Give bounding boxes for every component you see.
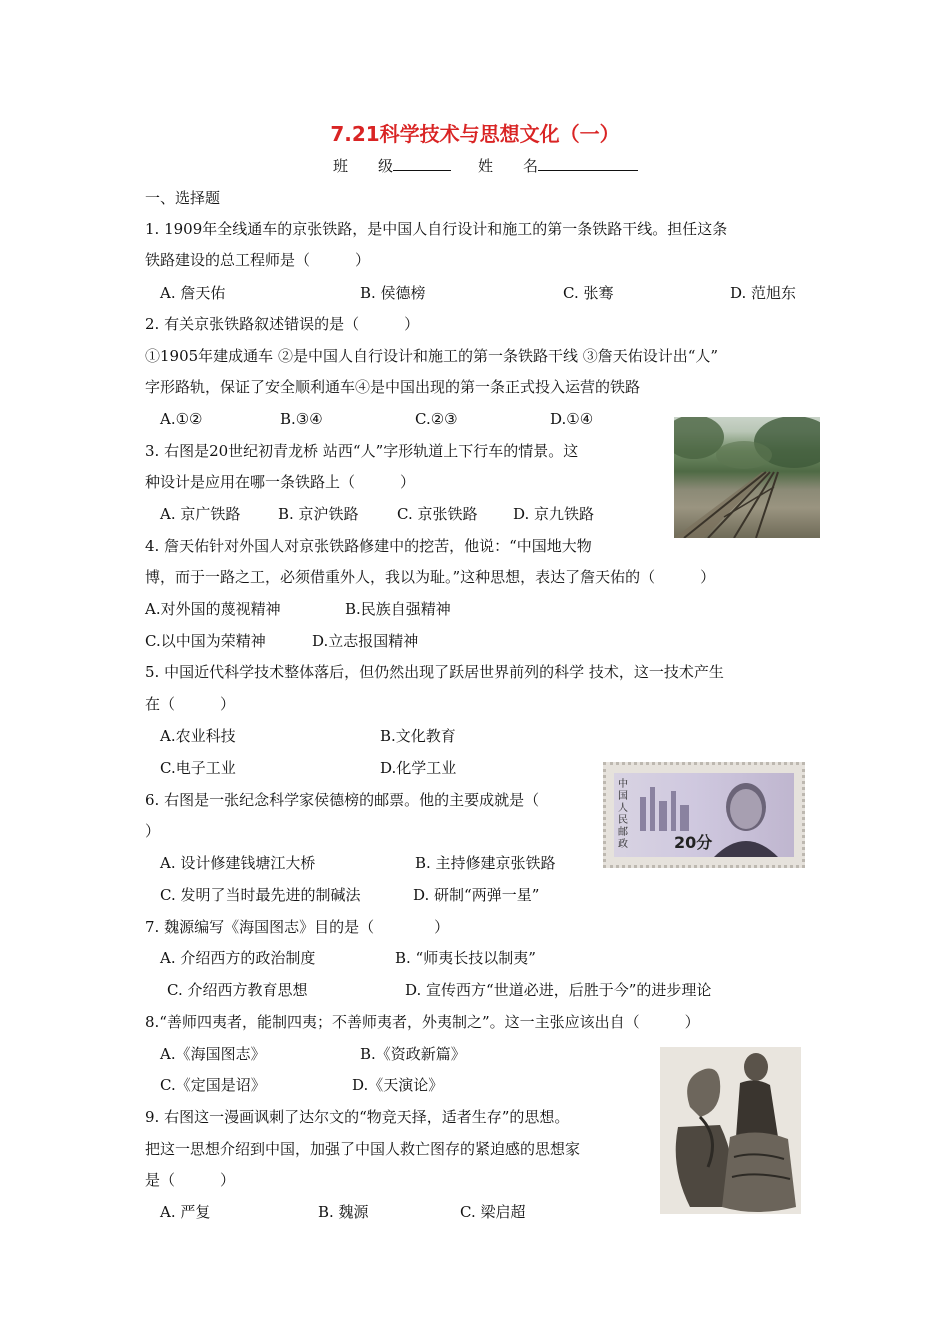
q2-stem-line1: 2. 有关京张铁路叙述错误的是（ ）	[145, 315, 420, 333]
q4-stem-line1: 4. 詹天佑针对外国人对京张铁路修建中的挖苦，他说：“中国地大物	[145, 537, 592, 555]
q2-option-c: C.②③	[415, 410, 458, 428]
q6-option-a: A. 设计修建钱塘江大桥	[160, 854, 316, 872]
q1-option-d: D. 范旭东	[730, 284, 797, 302]
q4-stem-line2: 博，而于一路之工，必须借重外人，我以为耻。”这种思想，表达了詹天佑的（ ）	[145, 568, 716, 586]
portrait-illustration	[704, 777, 788, 857]
q8-option-d: D.《天演论》	[352, 1076, 444, 1094]
q3-option-c: C. 京张铁路	[397, 505, 478, 523]
q4-option-c: C.以中国为荣精神	[145, 632, 266, 650]
q1-stem-line2: 铁路建设的总工程师是（ ）	[145, 251, 371, 269]
factory-illustration	[636, 779, 696, 835]
name-label: 姓 名	[478, 157, 539, 175]
q6-option-c: C. 发明了当时最先进的制碱法	[160, 886, 361, 904]
page-title: 7.21科学技术与思想文化（一）	[330, 122, 620, 146]
q2-option-b: B.③④	[280, 410, 323, 428]
railway-tracks-image	[674, 417, 820, 538]
q5-option-c: C.电子工业	[160, 759, 236, 777]
q9-option-a: A. 严复	[160, 1203, 211, 1221]
q3-option-b: B. 京沪铁路	[278, 505, 359, 523]
class-label: 班 级	[333, 157, 394, 175]
q9-stem-line1: 9. 右图这一漫画讽刺了达尔文的“物竞天择，适者生存”的思想。	[145, 1108, 570, 1126]
q4-option-d: D.立志报国精神	[312, 632, 419, 650]
q7-stem: 7. 魏源编写《海国图志》目的是（ ）	[145, 918, 450, 936]
q5-option-d: D.化学工业	[380, 759, 457, 777]
q2-stem-line2: ①1905年建成通车 ②是中国人自行设计和施工的第一条铁路干线 ③詹天佑设计出“人”	[145, 347, 719, 365]
q2-stem-line3: 字形路轨，保证了安全顺利通车④是中国出现的第一条正式投入运营的铁路	[145, 378, 641, 396]
class-blank	[393, 156, 451, 171]
q1-option-a: A. 詹天佑	[160, 284, 226, 302]
railway-photo	[674, 417, 820, 538]
q5-stem-line2: 在（ ）	[145, 695, 236, 713]
stamp-artwork	[614, 773, 794, 857]
name-blank	[538, 156, 638, 171]
q3-stem-line2: 种设计是应用在哪一条铁路上（ ）	[145, 473, 416, 491]
q3-option-d: D. 京九铁路	[513, 505, 595, 523]
stamp-country: 中国人民邮政	[618, 779, 628, 850]
name-field	[478, 156, 638, 176]
q9-stem-line2: 把这一思想介绍到中国，加强了中国人救亡图存的紧迫感的思想家	[145, 1140, 581, 1158]
q6-option-b: B. 主持修建京张铁路	[415, 854, 556, 872]
q6-stem-line2: ）	[145, 822, 161, 840]
q7-option-c: C. 介绍西方教育思想	[167, 981, 308, 999]
q6-option-d: D. 研制“两弹一星”	[413, 886, 540, 904]
q3-option-a: A. 京广铁路	[160, 505, 241, 523]
q9-stem-line3: 是（ ）	[145, 1171, 236, 1189]
q7-option-a: A. 介绍西方的政治制度	[160, 949, 316, 967]
q9-option-b: B. 魏源	[318, 1203, 369, 1221]
q8-stem: 8.“善师四夷者，能制四夷；不善师夷者，外夷制之”。这一主张应该出自（ ）	[145, 1013, 700, 1031]
q1-option-c: C. 张骞	[563, 284, 614, 302]
q5-option-b: B.文化教育	[380, 727, 456, 745]
q9-option-c: C. 梁启超	[460, 1203, 526, 1221]
q8-option-c: C.《定国是诏》	[160, 1076, 266, 1094]
q6-stem-line1: 6. 右图是一张纪念科学家侯德榜的邮票。他的主要成就是（	[145, 791, 540, 809]
q4-option-a: A.对外国的蔑视精神	[145, 600, 281, 618]
q5-option-a: A.农业科技	[160, 727, 236, 745]
darwin-cartoon	[660, 1047, 801, 1214]
q7-option-d: D. 宣传西方“世道必进，后胜于今”的进步理论	[405, 981, 712, 999]
q1-stem-line1: 1. 1909年全线通车的京张铁路，是中国人自行设计和施工的第一条铁路干线。担任这条	[145, 220, 728, 238]
section-heading: 一、选择题	[145, 189, 221, 207]
stamp-value: 20分	[674, 833, 713, 852]
q5-stem-line1: 5. 中国近代科学技术整体落后，但仍然出现了跃居世界前列的科学 技术，这一技术产生	[145, 663, 724, 681]
cartoon-illustration	[660, 1047, 801, 1214]
class-field	[333, 156, 451, 176]
q2-option-d: D.①④	[550, 410, 594, 428]
q8-option-b: B.《资政新篇》	[360, 1045, 466, 1063]
q8-option-a: A.《海国图志》	[160, 1045, 266, 1063]
q1-option-b: B. 侯德榜	[360, 284, 426, 302]
q2-option-a: A.①②	[160, 410, 203, 428]
q7-option-b: B. “师夷长技以制夷”	[395, 949, 536, 967]
q3-stem-line1: 3. 右图是20世纪初青龙桥 站西“人”字形轨道上下行车的情景。这	[145, 442, 579, 460]
q4-option-b: B.民族自强精神	[345, 600, 451, 618]
hou-debang-stamp	[603, 762, 805, 868]
